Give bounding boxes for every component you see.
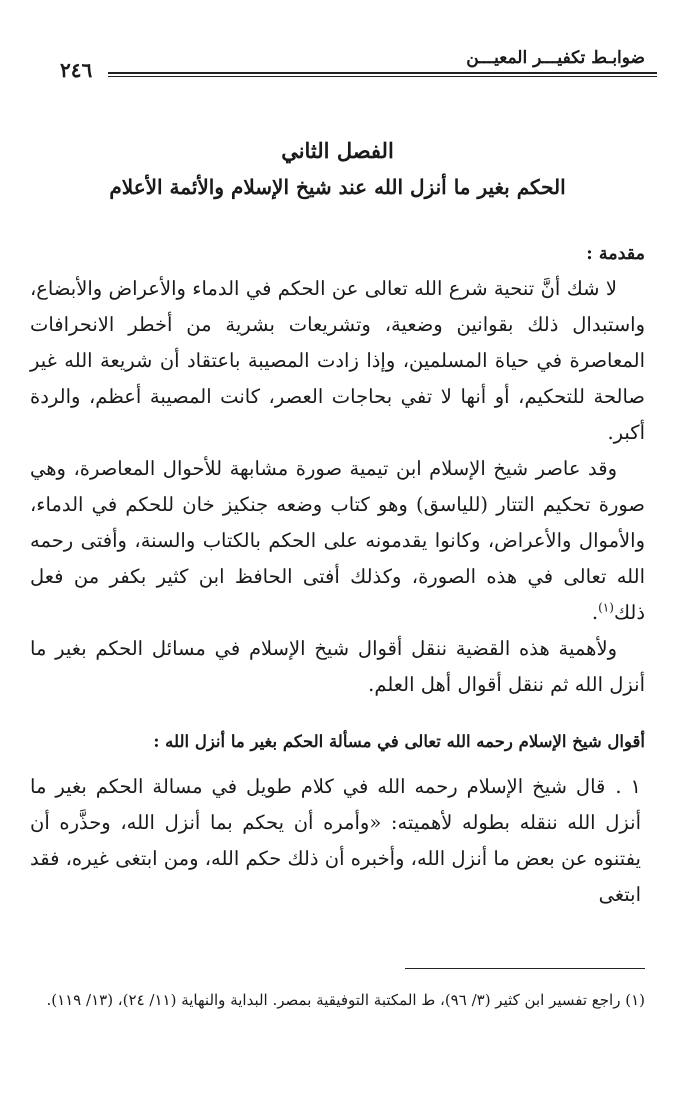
item-number: ١ .: [615, 775, 641, 798]
footnote: (١) راجع تفسير ابن كثير (٣/ ٩٦)، ط المكتبة التوفيقية بمصر. البداية والنهاية (١١/ ٢٤)، (١٣/ ١١٩).: [46, 991, 645, 1009]
running-title: ضوابـط تكفيـــر المعيـــن: [466, 48, 645, 68]
intro-paragraph: وقد عاصر شيخ الإسلام ابن تيمية صورة مشابهة للأحوال المعاصرة، وهي صورة تحكيم التتار (للياسق) وهو كتاب وضعه جنكيز خان للحكم في الدماء، والأموال والأعراض، وكانوا يقدمونه على الحكم بالكتاب والسنة، وأفتى رحمه الله تعالى في هذه الصورة، وكذلك أفتى الحافظ ابن كثير بكفر من فعل ذلك$^{(١)}$.: [30, 457, 645, 624]
page-number: ٢٤٦: [60, 58, 93, 82]
intro-heading: مقدمة :: [586, 244, 645, 264]
header-rule: [18, 72, 657, 78]
paragraph-text: وقد عاصر شيخ الإسلام ابن تيمية صورة مشابهة للأحوال المعاصرة، وهي صورة تحكيم التتار (للياسق) وهو كتاب وضعه جنكيز خان للحكم في الدماء، والأموال والأعراض، وكانوا يقدمونه على الحكم بالكتاب والسنة، وأفتى رحمه الله تعالى في هذه الصورة، وكذلك أفتى الحافظ ابن كثير بكفر من فعل ذلك: [30, 457, 645, 624]
chapter-title: الفصل الثاني: [281, 138, 394, 163]
sayings-heading: أقوال شيخ الإسلام رحمه الله تعالى في مسألة الحكم بغير ما أنزل الله :: [153, 732, 645, 751]
page-body: [30, 135, 645, 913]
chapter-subtitle: الحكم بغير ما أنزل الله عند شيخ الإسلام والأئمة الأعلام: [109, 175, 566, 199]
footnote-divider: [405, 968, 645, 969]
intro-paragraph: ولأهمية هذه القضية ننقل أقوال شيخ الإسلام في مسائل الحكم بغير ما أنزل الله ثم ننقل أقوال أهل العلم.: [30, 637, 645, 696]
item-text: قال شيخ الإسلام رحمه الله في كلام طويل في مسالة الحكم بغير ما أنزل الله ننقله بطوله لأهميته: «وأمره أن يحكم بما أنزل الله، وحذَّره أن يفتنوه عن بعض ما أنزل الله، وأخبره أن ذلك حكم الله، ومن ابتغى غيره، فقد ابتغى: [30, 775, 641, 906]
page-header: [18, 44, 657, 84]
intro-paragraph: لا شك أنَّ تنحية شرع الله تعالى عن الحكم في الدماء والأعراض والأبضاع، واستبدال ذلك بقوانين وضعية، وتشريعات بشرية من أخطر الانحرافات المعاصرة في حياة المسلمين، وإذا زادت المصيبة باعتقاد أن شريعة الله غير صالحة للتحكيم، أو أنها لا تفي بحاجات العصر، كانت المصيبة أعظم، والردة أكبر.: [30, 277, 645, 444]
list-item: [30, 769, 645, 913]
footnote-marker: (١): [598, 600, 614, 615]
